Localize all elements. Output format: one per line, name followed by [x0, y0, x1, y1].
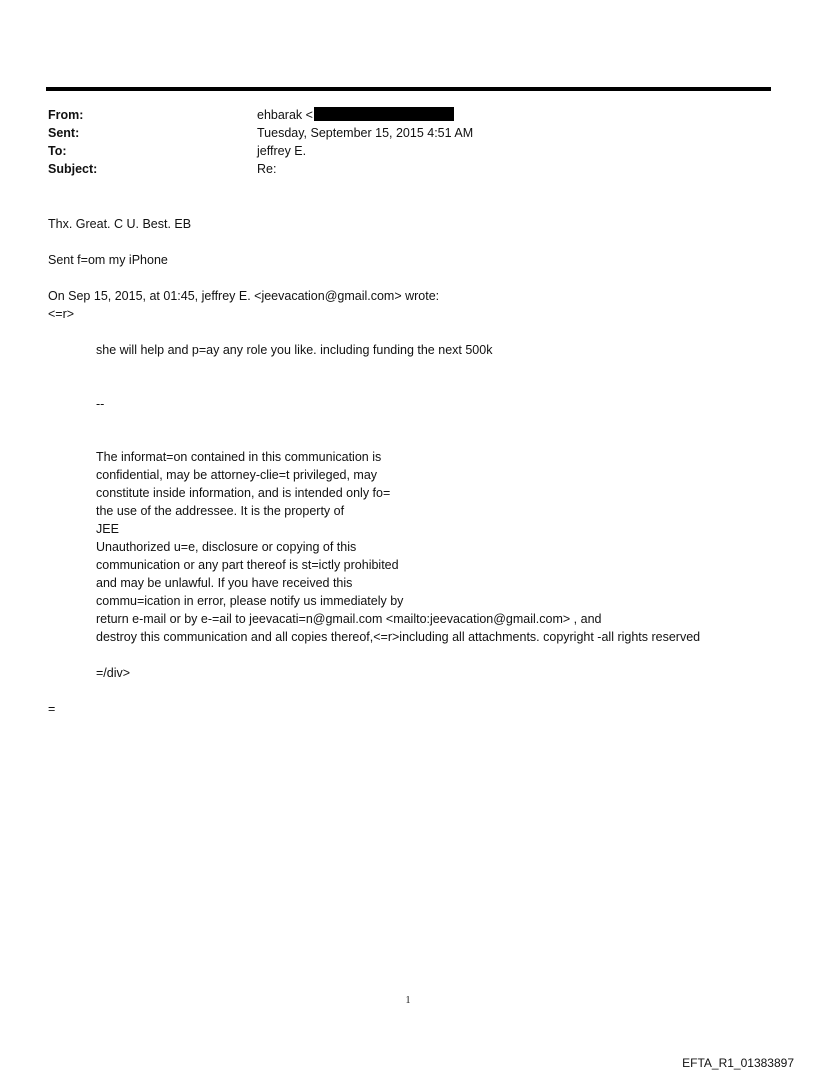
sent-label: Sent: — [48, 126, 80, 140]
disclaimer-line: constitute inside information, and is intended only fo= — [96, 486, 391, 500]
redaction-bar — [314, 107, 454, 121]
header-rule — [46, 87, 771, 91]
to-value: jeffrey E. — [257, 144, 307, 158]
reply-text: Thx. Great. C U. Best. EB — [48, 217, 192, 231]
subject-value: Re: — [257, 162, 277, 176]
subject-label: Subject: — [48, 162, 98, 176]
closing-tag: =/div> — [96, 666, 131, 680]
quoted-message: she will help and p=ay any role you like. including funding the next 500k — [96, 343, 493, 357]
disclaimer-line: destroy this communication and all copies thereof,<=r>including all attachments. copyright -all rights reserved — [96, 630, 701, 644]
disclaimer-line: and may be unlawful. If you have received this — [96, 576, 353, 590]
disclaimer-line: JEE — [96, 522, 119, 536]
disclaimer-line: commu=ication in error, please notify us immediately by — [96, 594, 404, 608]
from-value — [257, 106, 454, 124]
separator: -- — [96, 397, 105, 411]
to-label: To: — [48, 144, 67, 158]
quote-marker: <=r> — [48, 307, 75, 321]
sent-value: Tuesday, September 15, 2015 4:51 AM — [257, 126, 474, 140]
document-id: EFTA_R1_01383897 — [682, 1056, 794, 1070]
page-number: 1 — [405, 995, 411, 1006]
disclaimer-line: The informat=on contained in this communication is — [96, 450, 382, 464]
signature-text: Sent f=om my iPhone — [48, 253, 168, 267]
disclaimer-line: confidential, may be attorney-clie=t privileged, may — [96, 468, 378, 482]
trailing-char: = — [48, 702, 56, 716]
disclaimer-line: Unauthorized u=e, disclosure or copying of this — [96, 540, 357, 554]
disclaimer-line: communication or any part thereof is st=ictly prohibited — [96, 558, 399, 572]
disclaimer-line: the use of the addressee. It is the property of — [96, 504, 345, 518]
from-sender: ehbarak < — [257, 108, 313, 122]
disclaimer-line: return e-mail or by e-=ail to jeevacati=n@gmail.com <mailto:jeevacation@gmail.com> , and — [96, 612, 602, 626]
quote-intro: On Sep 15, 2015, at 01:45, jeffrey E. <jeevacation@gmail.com> wrote: — [48, 289, 440, 303]
from-label: From: — [48, 108, 84, 122]
